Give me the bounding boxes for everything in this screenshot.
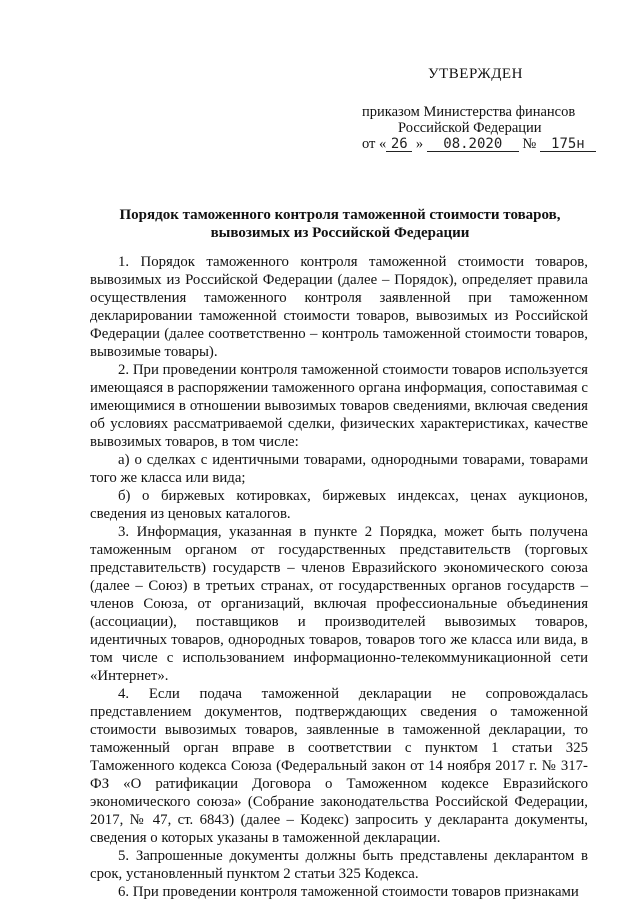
order-number-handwritten: 175н <box>540 137 596 152</box>
approval-line-ministry: приказом Министерства финансов <box>362 104 576 120</box>
date-month-year-handwritten: 08.2020 <box>427 137 519 152</box>
paragraph-2a: а) о сделках с идентичными товарами, однородными товарами, товарами того же класса или вида; <box>90 452 588 486</box>
document-title-line-2: вывозимых из Российской Федерации <box>210 225 470 241</box>
number-label: № <box>522 136 537 152</box>
paragraph-2b: б) о биржевых котировках, биржевых индексах, ценах аукционов, сведения из ценовых каталогов. <box>90 488 588 522</box>
paragraph-4: 4. Если подача таможенной декларации не сопровождалась представлением документов, подтверждающих сведения о таможенной стоимости вывозимых товаров, заявленные в таможенной декларации, то таможенный орган вправе в соответствии с пунктом 1 статьи 325 Таможенного кодекса Союза (Федеральный закон от 14 ноября 2017 г. № 317-ФЗ «О ратификации Договора о Таможенном кодексе Евразийского экономического союза» (Собрание законодательства Российской Федерации, 2017, № 47, ст. 6843) (далее – Кодекс) запросить у декларанта документы, сведения о которых указаны в таможенной декларации. <box>90 686 588 846</box>
paragraph-5: 5. Запрошенные документы должны быть представлены декларантом в срок, установленный пунктом 2 статьи 325 Кодекса. <box>90 848 588 882</box>
paragraph-2: 2. При проведении контроля таможенной стоимости товаров используется имеющаяся в распоряжении таможенного органа информация, сопоставимая с имеющимися в отношении вывозимых товаров сведениями, включая сведения об условиях рассматриваемой сделки, физических характеристиках, качестве вывозимых товаров, в том числе: <box>90 362 588 450</box>
document-title <box>80 206 600 242</box>
date-mid: » <box>415 136 424 152</box>
paragraph-6: 6. При проведении контроля таможенной стоимости товаров признаками <box>118 884 579 900</box>
approval-line-federation: Российской Федерации <box>398 120 542 136</box>
approval-title: УТВЕРЖДЕН <box>428 66 523 82</box>
paragraph-3: 3. Информация, указанная в пункте 2 Порядка, может быть получена таможенным органом от государственных представительств (торговых представительств) государств – членов Евразийского экономического союза (далее – Союз) в третьих странах, от государственных органов государств – членов Союза, от организаций, включая профессиональные объединения (ассоциации), поставщиков и производителей вывозимых товаров, идентичных товаров, однородных товаров, товаров того же класса или вида, в том числе с использованием информационно-телекоммуникационной сети «Интернет». <box>90 524 588 684</box>
document-body <box>90 253 588 901</box>
date-prefix: от « <box>362 136 387 152</box>
approval-date-line <box>362 136 596 153</box>
paragraph-1: 1. Порядок таможенного контроля таможенной стоимости товаров, вывозимых из Российской Федерации (далее – Порядок), определяет правила осуществления таможенного контроля заявленной при таможенном декларировании таможенной стоимости товаров, вывозимых из Российской Федерации (далее соответственно – контроль таможенной стоимости товаров, вывозимые товары). <box>90 254 588 360</box>
document-title-line-1: Порядок таможенного контроля таможенной стоимости товаров, <box>119 207 561 223</box>
date-day-handwritten: 26 <box>386 137 412 152</box>
